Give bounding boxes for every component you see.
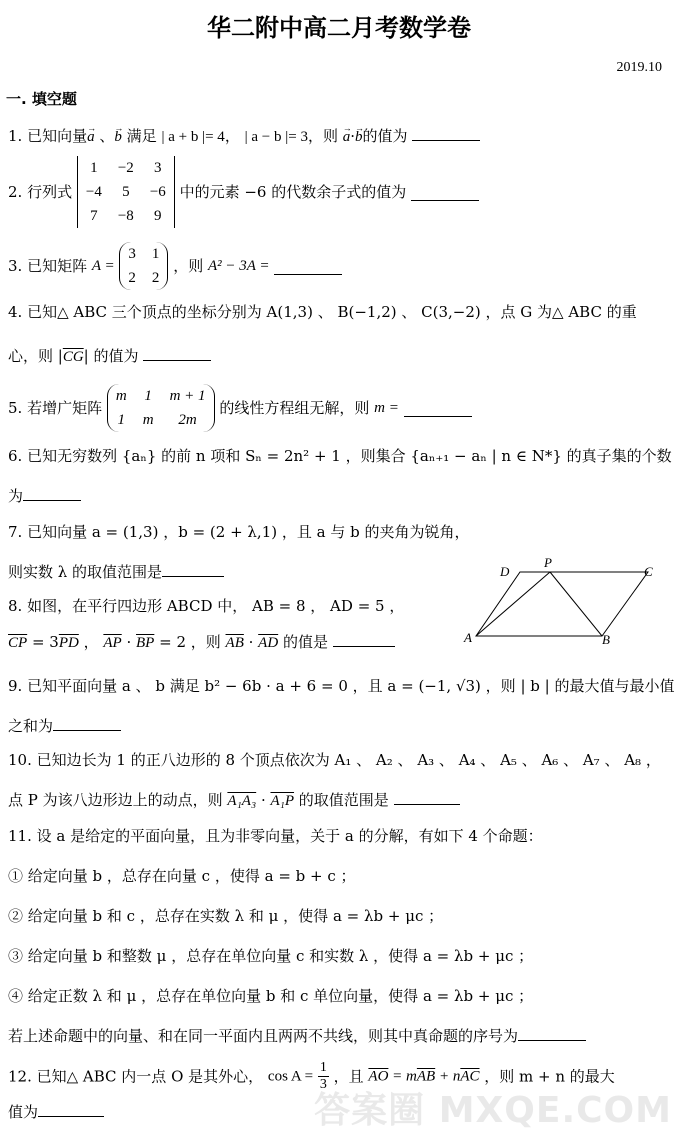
answer-blank[interactable] bbox=[394, 788, 460, 805]
matrix-row bbox=[78, 180, 174, 204]
question-5: 5. 若增广矩阵 m 1 m + 1 1 m 2m 的线性方程组无解，则 m = bbox=[8, 384, 472, 432]
label-p: P bbox=[544, 558, 552, 570]
matrix-cell: 1 bbox=[117, 412, 126, 428]
question-8-line2: $\overline{CP} = 3\overline{PD}$ ， $\overline{AP} \cdot \overline{BP} = 2$ ，则 $\overline{AB} \cdot \overline{AD}$ 的值是 bbox=[8, 630, 395, 653]
question-8: 8. 如图，在平行四边形 ABCD 中， AB = 8 ， AD = 5 ， bbox=[8, 597, 405, 615]
question-3: 3. 已知矩阵 A = 3 1 2 2 ，则 A² − 3A = bbox=[8, 242, 342, 290]
question-4: 4. 已知△ ABC 三个顶点的坐标分别为 A(1,3) 、 B(−1,2) 、 C(3,−2) ，点 G 为△ ABC 的重 bbox=[8, 303, 637, 321]
matrix-cell: m + 1 bbox=[169, 388, 206, 404]
matrix-cell: 1 bbox=[151, 246, 160, 262]
matrix-cell: −8 bbox=[117, 208, 134, 224]
determinant bbox=[77, 156, 175, 228]
proposition-2: ② 给定向量 b 和 c ，总存在实数 λ 和 μ ，使得 a = λb + μc ； bbox=[8, 907, 444, 925]
question-11-last: 若上述命题中的向量、和在同一平面内且两两不共线，则其中真命题的序号为 bbox=[8, 1024, 586, 1046]
question-7: 7. 已知向量 a = (1,3) ，b = (2 + λ,1) ，且 a 与 b 的夹角为锐角， bbox=[8, 523, 470, 541]
question-9: 9. 已知平面向量 a 、 b 满足 b² − 6b · a + 6 = 0 ，且 a = (−1, √3) ，则 | b | 的最大值与最小值 bbox=[8, 677, 675, 695]
parallelogram bbox=[476, 572, 648, 636]
page-title: 华二附中高二月考数学卷 bbox=[207, 14, 471, 42]
label-c: C bbox=[644, 564, 653, 579]
answer-blank[interactable] bbox=[412, 124, 480, 141]
matrix-cell: m bbox=[142, 412, 154, 428]
matrix-row bbox=[108, 408, 214, 432]
label-b: B bbox=[602, 632, 610, 646]
label-a: A bbox=[464, 630, 472, 645]
question-4-line2: 心，则 $|\overline{CG}|$ 的值为 bbox=[8, 344, 211, 367]
parallelogram-figure bbox=[456, 558, 670, 646]
answer-blank[interactable] bbox=[162, 560, 224, 577]
answer-blank[interactable] bbox=[333, 630, 395, 647]
answer-blank[interactable] bbox=[143, 344, 211, 361]
matrix-cell: 2 bbox=[151, 270, 160, 286]
answer-blank[interactable] bbox=[411, 184, 479, 201]
matrix-cell: 2m bbox=[178, 412, 197, 428]
matrix-cell: 9 bbox=[154, 208, 162, 224]
fraction-one-third: $\frac{1}{3}$ bbox=[319, 1060, 327, 1092]
matrix-cell: 1 bbox=[144, 388, 152, 404]
segment-bp bbox=[550, 572, 602, 636]
answer-blank[interactable] bbox=[404, 400, 472, 417]
answer-blank[interactable] bbox=[518, 1024, 586, 1041]
question-12: 12. 已知△ ABC 内一点 O 是其外心， cos A = $\frac{1}{3}$ ，且 $\overline{AO} = m\overline{AB} + n\overline{AC}$ ，则 m + n 的最大 bbox=[8, 1060, 615, 1092]
question-12-line2: 值为 bbox=[8, 1100, 104, 1122]
matrix-cell: −6 bbox=[149, 184, 166, 200]
exam-date: 2019.10 bbox=[616, 60, 662, 75]
matrix-cell: 3 bbox=[154, 160, 162, 176]
matrix-cell: 2 bbox=[128, 270, 136, 286]
answer-blank[interactable] bbox=[53, 714, 121, 731]
question-11: 11. 设 a 是给定的平面向量，且为非零向量，关于 a 的分解，有如下 4 个命题： bbox=[8, 827, 543, 845]
question-2: 2. 行列式 1 −2 3 −4 5 −6 7 −8 9 中的元素 −6 的代数余子式的值为 bbox=[8, 156, 479, 228]
matrix-cell: −4 bbox=[85, 184, 102, 200]
answer-blank[interactable] bbox=[23, 484, 81, 501]
question-6: 6. 已知无穷数列 {aₙ} 的前 n 项和 Sₙ = 2n² + 1 ，则集合 {aₙ₊₁ − aₙ | n ∈ N*} 的真子集的个数 bbox=[8, 447, 672, 465]
matrix-cell: 1 bbox=[90, 160, 98, 176]
answer-blank[interactable] bbox=[38, 1100, 104, 1117]
matrix-cell: m bbox=[115, 388, 127, 404]
matrix-cell: −2 bbox=[117, 160, 134, 176]
question-6-line2: 为 bbox=[8, 484, 81, 506]
proposition-3: ③ 给定向量 b 和整数 μ ，总存在单位向量 c 和实数 λ ，使得 a = λb + μc ； bbox=[8, 947, 534, 965]
matrix-cell: 5 bbox=[122, 184, 130, 200]
proposition-1: ① 给定向量 b ，总存在向量 c ，使得 a = b + c ； bbox=[8, 867, 356, 885]
question-7-line2: 则实数 λ 的取值范围是 bbox=[8, 560, 224, 582]
matrix-a bbox=[119, 242, 168, 290]
answer-blank[interactable] bbox=[274, 258, 342, 275]
matrix-row bbox=[78, 204, 174, 228]
matrix-row bbox=[108, 384, 214, 408]
question-10-line2: 点 P 为该八边形边上的动点，则 A₁A₃ · A₁P 的取值范围是 bbox=[8, 788, 460, 811]
proposition-4: ④ 给定正数 λ 和 μ ，总存在单位向量 b 和 c 单位向量，使得 a = λb + μc ； bbox=[8, 987, 534, 1005]
matrix-row bbox=[120, 266, 167, 290]
matrix-cell: 3 bbox=[128, 246, 136, 262]
matrix-row bbox=[78, 156, 174, 180]
question-10: 10. 已知边长为 1 的正八边形的 8 个顶点依次为 A₁ 、 A₂ 、 A₃ 、 A₄ 、 A₅ 、 A₆ 、 A₇ 、 A₈ ， bbox=[8, 751, 661, 769]
label-d: D bbox=[500, 564, 510, 579]
question-9-line2: 之和为 bbox=[8, 714, 121, 736]
question-1: 1. 已知向量→ a 、→ b 满足 | a + b |= 4， | a − b |= 3，则 → a·→ b的值为 bbox=[8, 124, 480, 147]
watermark: 答案圈 MXQE.COM bbox=[314, 1090, 672, 1131]
matrix-cell: 7 bbox=[90, 208, 98, 224]
augmented-matrix bbox=[107, 384, 215, 432]
section-heading: 一. 填空题 bbox=[6, 90, 77, 108]
matrix-row bbox=[120, 242, 167, 266]
